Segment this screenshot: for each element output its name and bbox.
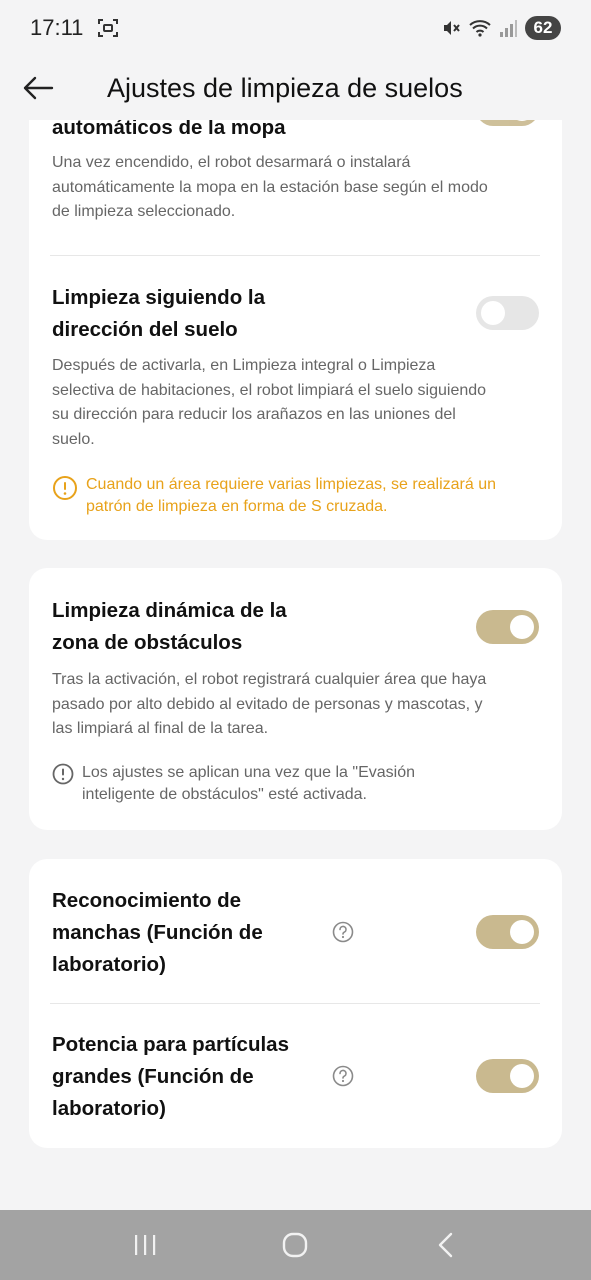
app-header bbox=[0, 56, 591, 120]
floor-direction-warning bbox=[52, 474, 516, 517]
question-circle-icon[interactable] bbox=[332, 921, 354, 943]
divider bbox=[50, 1003, 540, 1004]
floor-direction-title-line2: dirección del suelo bbox=[52, 318, 238, 341]
mop-auto-title: automáticos de la mopa bbox=[52, 120, 286, 139]
settings-card-lab bbox=[29, 859, 562, 1148]
page-title: Ajustes de limpieza de suelos bbox=[107, 72, 463, 103]
wifi-icon bbox=[469, 18, 491, 38]
info-text: Los ajustes se aplican una vez que la "Evasión inteligente de obstáculos" esté activada. bbox=[82, 764, 415, 803]
exclamation-circle-icon bbox=[52, 475, 78, 501]
signal-icon bbox=[499, 18, 517, 38]
recents-icon bbox=[132, 1233, 158, 1257]
settings-card-obstacle bbox=[29, 568, 562, 830]
obstacle-info-note bbox=[52, 762, 482, 805]
stain-title-line1: Reconocimiento de bbox=[52, 889, 242, 912]
obstacle-zone-toggle[interactable] bbox=[476, 610, 539, 644]
arrow-left-icon bbox=[22, 76, 54, 100]
info-circle-icon bbox=[52, 763, 74, 785]
floor-direction-description: Después de activarla, en Limpieza integral o Limpieza selectiva de habitaciones, el robot limpiará el suelo siguiendo su dirección para reducir los arañazos en las uniones del suelo. bbox=[52, 357, 487, 448]
back-button[interactable] bbox=[22, 62, 86, 114]
obstacle-title-line1: Limpieza dinámica de la bbox=[52, 599, 287, 622]
floor-direction-title-line1: Limpieza siguiendo la bbox=[52, 286, 266, 309]
large-particles-toggle[interactable] bbox=[476, 1059, 539, 1093]
settings-card-mop bbox=[29, 120, 562, 540]
stain-title-line3: laboratorio) bbox=[52, 953, 166, 976]
stain-title-line2: manchas (Función de bbox=[52, 921, 263, 944]
system-nav-bar bbox=[0, 1210, 591, 1280]
stain-recognition-toggle[interactable] bbox=[476, 915, 539, 949]
particles-title-line1: Potencia para partículas bbox=[52, 1033, 289, 1056]
nav-back-button[interactable] bbox=[416, 1220, 476, 1270]
obstacle-description: Tras la activación, el robot registrará cualquier área que haya pasado por alto debido al evitado de personas y mascotas, y las limpiará al final de la tarea. bbox=[52, 671, 487, 737]
home-icon bbox=[282, 1232, 308, 1258]
particles-title-line2: grandes (Función de bbox=[52, 1065, 254, 1088]
battery-indicator: 62 bbox=[525, 16, 561, 40]
chevron-left-icon bbox=[436, 1232, 456, 1258]
obstacle-title-line2: zona de obstáculos bbox=[52, 631, 243, 654]
mop-auto-description: Una vez encendido, el robot desarmará o instalará automáticamente la mopa en la estación base según el modo de limpieza seleccionado. bbox=[52, 154, 488, 220]
warning-text: Cuando un área requiere varias limpiezas, se realizará un patrón de limpieza en forma de S cruzada. bbox=[86, 476, 496, 515]
mop-auto-toggle[interactable] bbox=[476, 120, 539, 126]
mute-icon bbox=[441, 18, 461, 38]
question-circle-icon[interactable] bbox=[332, 1065, 354, 1087]
divider bbox=[50, 255, 540, 256]
settings-list[interactable] bbox=[0, 120, 591, 1210]
particles-title-line3: laboratorio) bbox=[52, 1097, 166, 1120]
status-time: 17:11 bbox=[30, 15, 84, 40]
nav-recents-button[interactable] bbox=[115, 1220, 175, 1270]
status-icons bbox=[441, 16, 561, 40]
status-bar bbox=[0, 0, 591, 56]
floor-direction-toggle[interactable] bbox=[476, 296, 539, 330]
nav-home-button[interactable] bbox=[265, 1220, 325, 1270]
screenshot-icon bbox=[97, 17, 119, 39]
